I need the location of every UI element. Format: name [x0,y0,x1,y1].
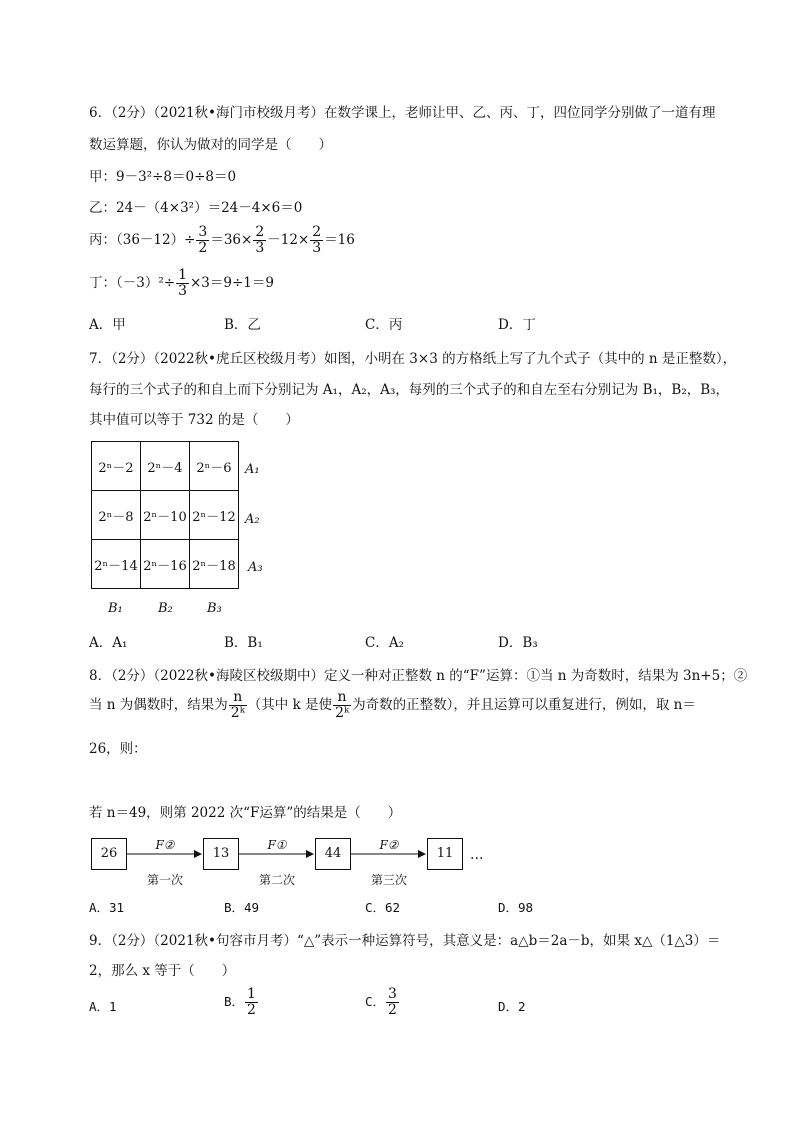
col-label-b2: B₂ [158,601,173,616]
flow-step-2: 第二次 [258,873,295,887]
flow-step-1: 第一次 [146,873,183,887]
q9-option-c: C． $\frac{3}{2}$ [365,986,397,1018]
q6-option-a: A．甲 [89,317,126,333]
q8-option-d: D．98 [498,900,534,915]
q8-line3: 26，则： [89,741,147,757]
q7-option-a: A．A₁ [89,635,128,651]
row-label-a1: A₁ [245,462,260,477]
q6-jia: 甲：9－3²÷8＝0÷8＝0 [89,169,237,185]
q6-ding: 丁：（－3）²÷ $\frac{1}{3}$ ×3＝9÷1＝9 [89,267,274,299]
flow-box-13: 13 [203,838,239,870]
grid-cell: 2ⁿ－16 [141,540,190,589]
q6-line2: 数运算题，你认为做对的同学是（ ） [89,137,332,153]
grid-cell: 2ⁿ－2 [92,442,141,491]
flow-box-44: 44 [315,838,351,870]
row-label-a3: A₃ [248,560,263,575]
grid-cell: 2ⁿ－4 [141,442,190,491]
grid-cell: 2ⁿ－18 [190,540,239,589]
q8-line1: 8．（2分）（2022秋•海陵区校级期中）定义一种对正整数 n 的“F”运算：①当 n 为奇数时，结果为 3n+5；② [89,668,748,684]
q7-line3: 其中值可以等于 732 的是（ ） [89,412,299,428]
grid-cell: 2ⁿ－14 [92,540,141,589]
grid-cell: 2ⁿ－6 [190,442,239,491]
flow-box-11: 11 [427,838,463,870]
q9-option-a: A．1 [89,999,117,1014]
flow-op-1: F② [155,838,175,852]
grid-cell: 2ⁿ－8 [92,491,141,540]
q7-line2: 每行的三个式子的和自上而下分别记为 A₁，A₂，A₃，每列的三个式子的和自左至右分别记为 B₁，B₂，B₃， [89,382,730,398]
q7-option-c: C．A₂ [365,635,404,651]
col-label-b3: B₃ [207,601,222,616]
q9-line1: 9．（2分）（2021秋•句容市月考）“△”表示一种运算符号，其意义是：a△b＝2a－b，如果 x△（1△3）＝ [89,933,721,949]
grid-cell: 2ⁿ－12 [190,491,239,540]
q6-bing: 丙：（36－12）÷ $\frac{3}{2}$ ＝36× $\frac{2}{3}$ －12× $\frac{2}{3}$ ＝16 [89,224,355,256]
q7-line1: 7．（2分）（2022秋•虎丘区校级月考）如图，小明在 3×3 的方格纸上写了九个式子（其中的 n 是正整数）， [89,351,737,367]
q6-option-b: B．乙 [224,317,261,333]
q9-option-d: D．2 [498,999,526,1014]
q8-line4: 若 n＝49，则第 2022 次“F运算”的结果是（ ） [89,805,402,821]
q7-option-b: B．B₁ [224,635,263,651]
flow-op-2: F① [267,838,287,852]
q9-line2: 2，那么 x 等于（ ） [89,963,236,979]
q8-option-a: A．31 [89,900,125,915]
q8-option-c: C．62 [365,900,401,915]
flow-op-3: F② [379,838,399,852]
row-label-a2: A₂ [245,512,260,527]
q9-option-b: B． $\frac{1}{2}$ [224,986,256,1018]
q6-option-c: C．丙 [365,317,403,333]
q6-yi: 乙：24－（4×3²）＝24－4×6＝0 [89,200,303,216]
q8-line2: 当 n 为偶数时，结果为 $\frac{n}{\text{2ᵏ}}$ （其中 k 是使 $\frac{n}{\text{2ᵏ}}$ 为奇数的正整数），并且运算可以重复进行，例如，取 n＝ [89,689,696,721]
q6-option-d: D．丁 [498,317,536,333]
col-label-b1: B₁ [108,601,123,616]
flow-step-3: 第三次 [370,873,407,887]
q7-option-d: D．B₃ [498,635,538,651]
q6-line1: 6．（2分）（2021秋•海门市校级月考）在数学课上，老师让甲、乙、丙、丁，四位同学分别做了一道有理 [89,105,716,121]
flow-ellipsis: … [470,847,484,863]
flow-box-26: 26 [91,838,127,870]
q8-option-b: B．49 [224,900,260,915]
grid-cell: 2ⁿ－10 [141,491,190,540]
